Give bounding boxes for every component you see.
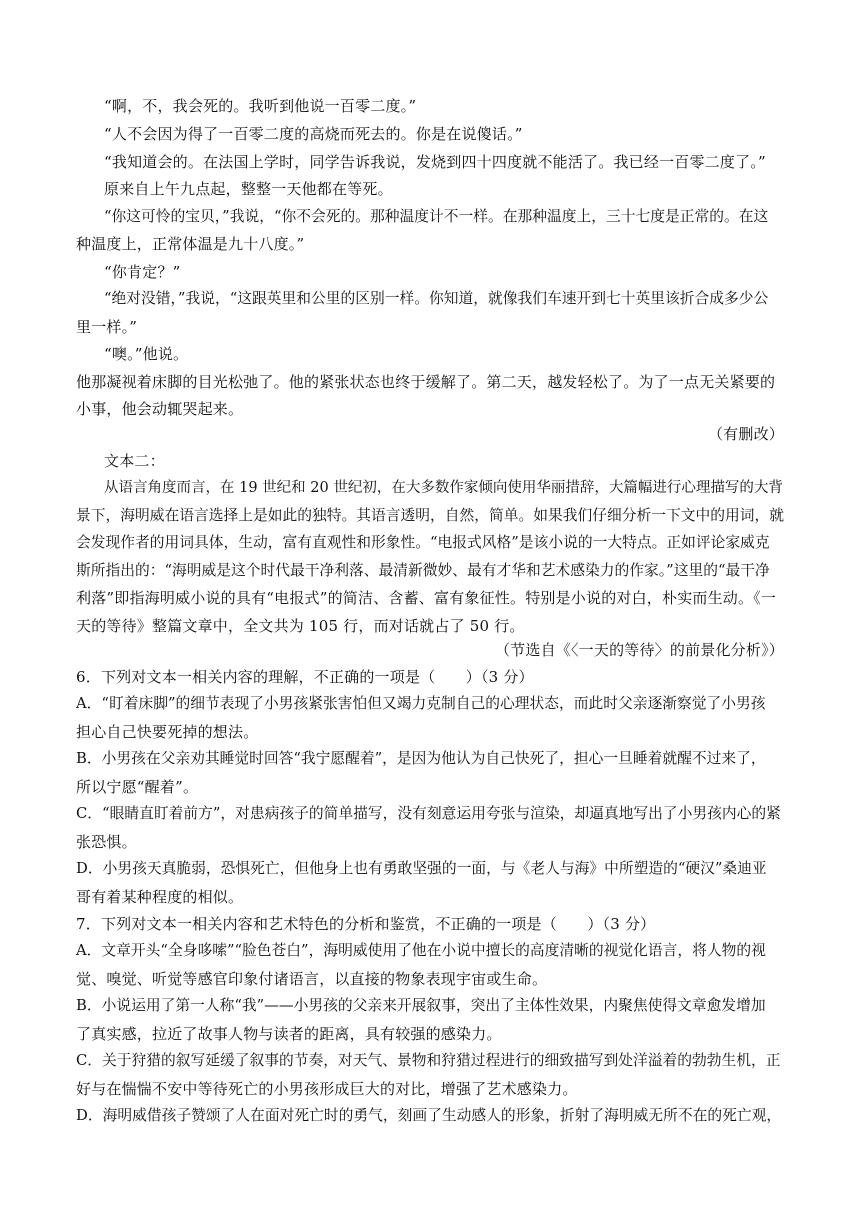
- text1-line: “我知道会的。在法国上学时，同学告诉我说，发烧到四十四度就不能活了。我已经一百零二度了。”: [104, 153, 766, 171]
- text1-line: “绝对没错，”我说，“这跟英里和公里的区别一样。你知道，就像我们车速开到七十英里该折合成多少公: [104, 290, 769, 307]
- question-6-option-d: D．小男孩天真脆弱，恐惧死亡，但他身上也有勇敢坚强的一面，与《老人与海》中所塑造的“硬汉”桑迪亚: [76, 860, 767, 877]
- question-6-option-b: B．小男孩在父亲劝其睡觉时回答“我宁愿醒着”，是因为他认为自己快死了，担心一旦睡着就醒不过来了，: [76, 750, 766, 767]
- text2-line: 会发现作者的用词具体，生动，富有直观性和形象性。“电报式风格”是该小说的一大特点。正如评论家威克: [76, 534, 770, 551]
- question-7-option-a: 觉、嗅觉、听觉等感官印象付诸语言，以直接的物象表现宇宙或生命。: [76, 970, 548, 988]
- question-7-option-a: A．文章开头“全身哆嗦”“脸色苍白”，海明威使用了他在小说中擅长的高度清晰的视觉化语言，将人物的视: [76, 942, 766, 959]
- text1-line: “你肯定？”: [104, 263, 181, 281]
- text1-line: “你这可怜的宝贝，”我说，“你不会死的。那种温度计不一样。在那种温度上，三十七度是正常的。在这: [104, 208, 769, 225]
- text1-line: 里一样。”: [76, 318, 138, 336]
- text1-line: 小事，他会动辄哭起来。: [76, 400, 244, 418]
- text2-line: 从语言角度而言，在 19 世纪和 20 世纪初，在大多数作家倾向使用华丽措辞，大篇幅进行心理描写的大背: [104, 480, 783, 496]
- text1-line: 他那凝视着床脚的目光松弛了。他的紧张状态也终于缓解了。第二天，越发轻松了。为了一点无关紧要的: [76, 373, 776, 391]
- question-6-option-b: 所以宁愿“醒着”。: [76, 778, 199, 796]
- question-6-option-a: A．“盯着床脚”的细节表现了小男孩紧张害怕但又竭力克制自己的心理状态，而此时父亲逐渐察觉了小男孩: [76, 695, 766, 712]
- question-7-option-c: 好与在惴惴不安中等待死亡的小男孩形成巨大的对比，增强了艺术感染力。: [76, 1080, 578, 1098]
- text2-source: （节选自《〈一天的等待〉的前景化分析》）: [494, 641, 784, 659]
- text1-line: 种温度上，正常体温是九十八度。”: [76, 235, 305, 253]
- text2-line: 景下，海明威在语言选择上是如此的独特。其语言透明，自然，简单。如果我们仔细分析一下文中的用词，就: [76, 507, 784, 524]
- question-6-option-c: C．“眼睛直盯着前方”，对患病孩子的简单描写，没有刻意运用夸张与渲染，却逼真地写出了小男孩内心的紧: [76, 805, 781, 822]
- question-6-option-d: 哥有着某种程度的相似。: [76, 888, 244, 906]
- question-6-option-a: 担心自己快要死掉的想法。: [76, 723, 259, 741]
- question-7-stem: 7．下列对文本一相关内容和艺术特色的分析和鉴赏，不正确的一项是（ ）（3 分）: [76, 915, 656, 933]
- text2-line: 天的等待》整篇文章中，全文共为 105 行，而对话就占了 50 行。: [76, 617, 525, 635]
- question-6-stem: 6．下列对文本一相关内容的理解，不正确的一项是（ ）（3 分）: [76, 668, 534, 686]
- text2-line: 利落”即指海明威小说的具有“电报式”的简洁、含蓄、富有象征性。特别是小说的对白，朴实而生动。《一: [76, 589, 777, 607]
- text2-line: 斯所指出的：“海明威是这个时代最干净利落、最清新微妙、最有才华和艺术感染力的作家。”这里的“最干净: [76, 562, 770, 579]
- text1-edit-note: （有删改）: [707, 425, 784, 443]
- question-7-option-b: B．小说运用了第一人称“我”——小男孩的父亲来开展叙事，突出了主体性效果，内聚焦使得文章愈发增加: [76, 997, 766, 1014]
- question-7-option-c: C．关于狩猎的叙写延缓了叙事的节奏，对天气、景物和狩猎过程进行的细致描写到处洋溢着的勃勃生机，正: [76, 1052, 781, 1069]
- text1-line: “人不会因为得了一百零二度的高烧而死去的。你是在说傻话。”: [104, 125, 523, 143]
- text1-line: 原来自上午九点起，整整一天他都在等死。: [104, 180, 393, 198]
- question-6-option-c: 张恐惧。: [76, 833, 137, 851]
- text1-line: “啊，不，我会死的。我听到他说一百零二度。”: [104, 97, 417, 115]
- text1-line: “噢。”他说。: [104, 345, 189, 363]
- question-7-option-d: D．海明威借孩子赞颂了人在面对死亡时的勇气，刻画了生动感人的形象，折射了海明威无所不在的死亡观，: [76, 1107, 782, 1124]
- question-7-option-b: 了真实感，拉近了故事人物与读者的距离，具有较强的感染力。: [76, 1025, 502, 1043]
- text2-heading: 文本二：: [104, 452, 165, 470]
